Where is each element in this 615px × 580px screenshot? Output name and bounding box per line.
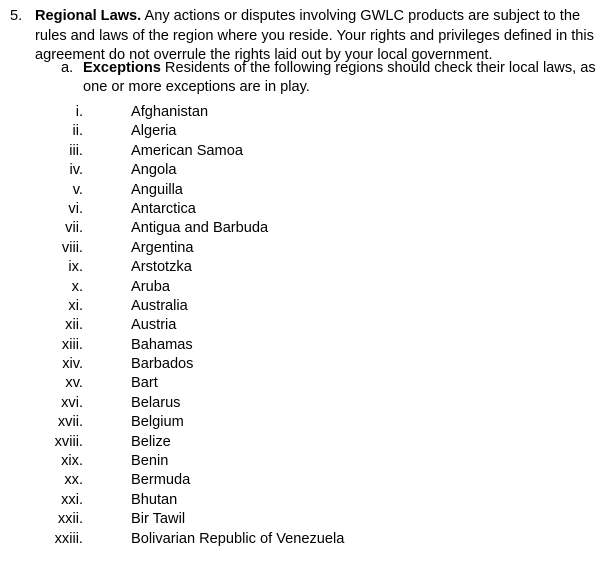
list-item-region-name: Arstotzka	[131, 259, 192, 276]
list-item-region-name: Austria	[131, 317, 177, 334]
list-item	[0, 413, 615, 432]
list-item-numeral: xix.	[61, 453, 83, 470]
region-list	[0, 103, 615, 549]
list-item-numeral: xvi.	[61, 394, 83, 411]
list-item-numeral: xxii.	[57, 511, 83, 528]
list-item	[0, 394, 615, 413]
list-item-numeral: viii.	[61, 239, 83, 256]
list-item-region-name: Bhutan	[131, 491, 178, 508]
list-item-region-name: Benin	[131, 453, 169, 470]
list-item-numeral: xii.	[65, 317, 83, 334]
list-item	[0, 103, 615, 122]
list-item	[0, 181, 615, 200]
list-item	[0, 355, 615, 374]
section-heading: Regional Laws.	[35, 8, 142, 24]
list-item	[0, 336, 615, 355]
list-item-region-name: Algeria	[131, 123, 177, 140]
subsection-heading: Exceptions	[83, 60, 161, 76]
list-item-numeral: xx.	[64, 472, 83, 489]
list-item-region-name: Barbados	[131, 356, 194, 373]
list-item-region-name: Bahamas	[131, 336, 193, 353]
list-item-region-name: Bolivarian Republic of Venezuela	[131, 530, 345, 547]
list-item-numeral: xxi.	[61, 491, 83, 508]
list-item-region-name: Antigua and Barbuda	[131, 220, 269, 237]
list-item-numeral: ii.	[72, 123, 83, 140]
list-item-numeral: xiv.	[62, 356, 83, 373]
list-item-numeral: xi.	[68, 297, 83, 314]
list-item	[0, 510, 615, 529]
list-item-region-name: Angola	[131, 162, 177, 179]
list-item-numeral: vi.	[68, 200, 83, 217]
list-item-region-name: Argentina	[131, 239, 194, 256]
list-item-numeral: i.	[75, 104, 83, 120]
list-item	[0, 471, 615, 490]
list-item	[0, 297, 615, 316]
list-item-numeral: xxiii.	[54, 530, 83, 547]
list-item-numeral: iii.	[69, 142, 83, 159]
list-item-numeral: xiii.	[61, 336, 83, 353]
list-item-region-name: Belarus	[131, 394, 181, 411]
list-item	[0, 491, 615, 510]
list-item-region-name: American Samoa	[131, 142, 243, 159]
list-item	[0, 278, 615, 297]
list-item	[0, 258, 615, 277]
list-item-region-name: Bir Tawil	[131, 511, 186, 528]
list-item-numeral: x.	[71, 278, 83, 295]
list-item-numeral: xv.	[65, 375, 83, 392]
list-item-numeral: v.	[72, 181, 83, 198]
list-item	[0, 200, 615, 219]
list-item-region-name: Aruba	[131, 278, 170, 295]
list-item-numeral: vii.	[65, 220, 83, 237]
subsection-text: Residents of the following regions should check their local laws, as one or more exceptions are in play.	[83, 60, 596, 96]
list-item	[0, 530, 615, 549]
list-item	[0, 374, 615, 393]
list-item-region-name: Australia	[131, 297, 188, 314]
list-item-region-name: Belgium	[131, 414, 184, 431]
section-paragraph	[35, 7, 605, 66]
list-item-region-name: Belize	[131, 433, 171, 450]
list-item	[0, 122, 615, 141]
list-item	[0, 452, 615, 471]
section-number: 5.	[10, 8, 23, 24]
list-item	[0, 161, 615, 180]
list-item	[0, 142, 615, 161]
list-item	[0, 239, 615, 258]
list-item-numeral: iv.	[69, 162, 83, 179]
list-item	[0, 219, 615, 238]
list-item	[0, 316, 615, 335]
list-item-numeral: xvii.	[57, 414, 83, 431]
list-item-region-name: Anguilla	[131, 181, 183, 198]
list-item	[0, 433, 615, 452]
list-item-numeral: xviii.	[54, 433, 83, 450]
list-item-region-name: Bermuda	[131, 472, 191, 489]
list-item-region-name: Antarctica	[131, 200, 196, 217]
subsection-letter: a.	[61, 60, 74, 76]
list-item-region-name: Bart	[131, 375, 158, 392]
subsection-paragraph	[83, 59, 605, 98]
list-item-region-name: Afghanistan	[131, 104, 209, 120]
section-text: Any actions or disputes involving GWLC products are subject to the rules and laws of the region where you reside. Your rights and privileges defined in this agreement do not overrule the rights laid out by your local government.	[35, 8, 594, 64]
list-item-numeral: ix.	[68, 259, 83, 276]
